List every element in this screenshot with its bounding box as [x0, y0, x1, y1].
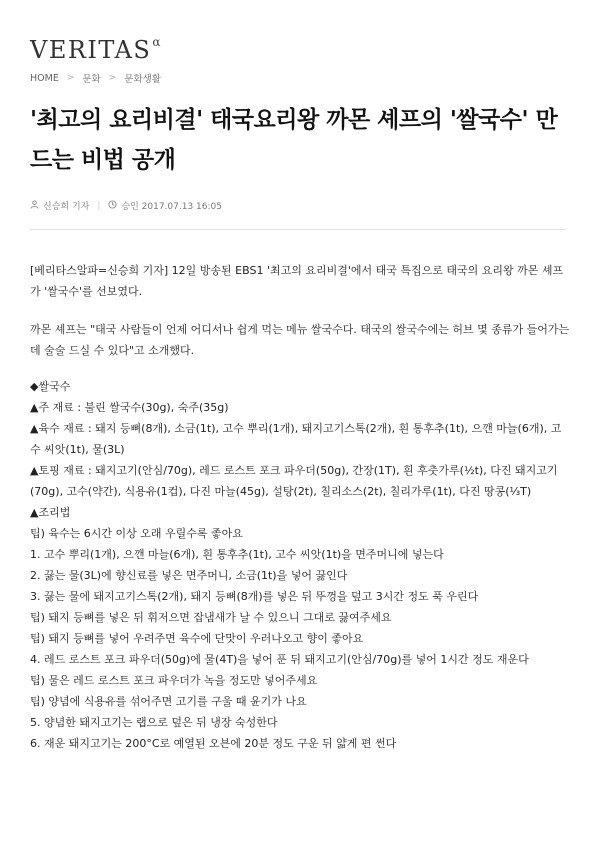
published-date: 승인 2017.07.13 16:05	[121, 202, 222, 212]
recipe-line: 1. 고수 뿌리(1개), 으깬 마늘(6개), 흰 통후추(1t), 고수 씨앗(1t)을 면주머니에 넣는다	[30, 548, 444, 561]
recipe-line: 2. 끓는 물(3L)에 향신료를 넣은 면주머니, 소금(1t)을 넣어 끓인다	[30, 569, 348, 582]
user-icon	[30, 200, 39, 212]
recipe-line: 3. 끓는 물에 돼지고기스톡(2개), 돼지 등뼈(8개)를 넣은 뒤 뚜껑을 덮고 3시간 정도 푹 우린다	[30, 590, 479, 603]
breadcrumb-culture[interactable]: 문화	[82, 74, 101, 85]
article-paragraph: [베리타스알파=신승희 기자] 12일 방송된 EBS1 '최고의 요리비결'에서 태국 특집으로 태국의 요리왕 까몬 셰프가 '쌀국수'를 선보였다.	[30, 264, 564, 298]
article-paragraph: 까몬 셰프는 "태국 사람들이 언제 어디서나 쉽게 먹는 메뉴 쌀국수다. 태국의 쌀국수에는 허브 몇 종류가 들어가는데 술술 드실 수 있다"고 소개했다.	[30, 323, 570, 357]
recipe-line: 팁) 돼지 등뼈를 넣어 우려주면 육수에 단맛이 우러나오고 향이 좋아요	[30, 632, 364, 645]
recipe-line: ▲주 재료 : 불린 쌀국수(30g), 숙주(35g)	[30, 401, 229, 414]
recipe-line: 팁) 물은 레드 로스트 포크 파우더가 녹을 정도만 넣어주세요	[30, 674, 318, 687]
recipe-line: ▲육수 재료 : 돼지 등뼈(8개), 소금(1t), 고수 뿌리(1개), 돼지고기스톡(2개), 흰 통후추(1t), 으깬 마늘(6개), 고수 씨앗(1t), 물(3L)	[30, 422, 562, 456]
recipe-line: 5. 양념한 돼지고기는 랩으로 덮은 뒤 냉장 숙성한다	[30, 716, 278, 729]
author-name[interactable]: 신승희 기자	[43, 202, 90, 212]
chevron-right-icon: >	[108, 73, 117, 83]
breadcrumb-home[interactable]: HOME	[30, 72, 59, 84]
recipe-line: ▲토핑 재료 : 돼지고기(안심/70g), 레드 로스트 포크 파우더(50g), 간장(1T), 흰 후춧가루(½t), 다진 돼지고기(70g), 고수(약간), 식용유(1컵), 다진 마늘(45g), 설탕(2t), 칠리소스(2t), 칠리가루(1t), 다진 땅콩(⅓T)	[30, 464, 558, 498]
meta-divider: |	[97, 200, 101, 211]
article-meta	[30, 199, 222, 212]
recipe-line: 팁) 돼지 등뼈를 넣은 뒤 휘저으면 잡냄새가 날 수 있으니 그대로 끓여주세요	[30, 611, 392, 624]
chevron-right-icon: >	[66, 73, 75, 83]
clock-icon	[108, 200, 117, 212]
divider-line	[30, 229, 566, 230]
recipe-line: 팁) 육수는 6시간 이상 오래 우릴수록 좋아요	[30, 527, 243, 540]
breadcrumb	[30, 71, 161, 85]
recipe-section	[30, 376, 570, 754]
recipe-heading: ◆쌀국수	[30, 380, 71, 393]
breadcrumb-culture-life[interactable]: 문화생활	[124, 74, 161, 85]
logo-text: VERITAS	[30, 36, 152, 64]
recipe-line: 6. 재운 돼지고기는 200°C로 예열된 오븐에 20분 정도 구운 뒤 얇게 편 썬다	[30, 737, 397, 750]
site-logo[interactable]	[30, 36, 159, 68]
logo-alpha: α	[152, 35, 161, 49]
recipe-line: 4. 레드 로스트 포크 파우더(50g)에 물(4T)을 넣어 푼 뒤 돼지고기(안심/70g)를 넣어 1시간 정도 재운다	[30, 653, 529, 666]
recipe-line: 팁) 양념에 식용유를 섞어주면 고기를 구울 때 윤기가 나요	[30, 695, 307, 708]
recipe-line: ▲조리법	[30, 506, 71, 519]
page-title: '최고의 요리비결' 태국요리왕 까몬 셰프의 '쌀국수' 만드는 비법 공개	[30, 107, 558, 173]
